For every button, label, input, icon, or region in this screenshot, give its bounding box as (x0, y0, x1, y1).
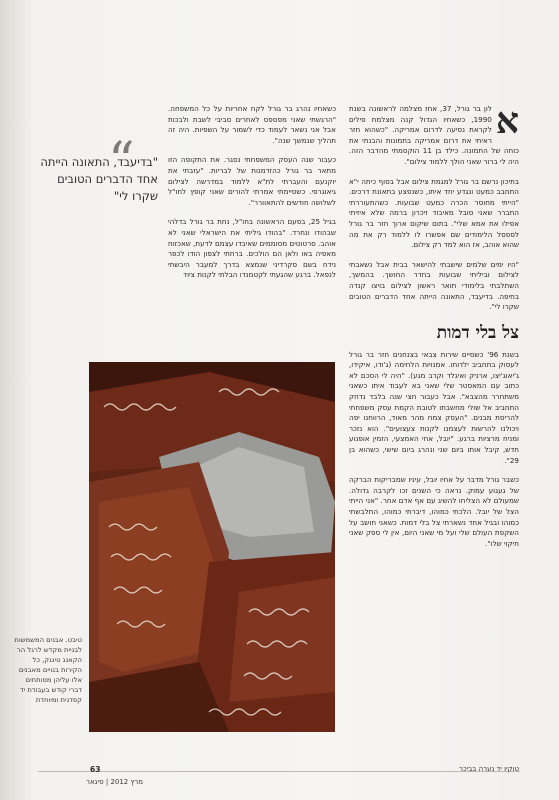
paragraph: כשאחיו נהרג בר גורל לקח אחריות על כל המשפחה. "הרגשתי שאני מפספס לאחרים סביבי לשבת ולבכות אבל אני נשאר לעמוד כדי לשמור על השפיות. היה זה תהליך שנמשך שנה". (168, 104, 336, 145)
paragraph: כשבר גורל מדבר על אחיו יובל, עיניו שמבריקות הברקה של געגוע עמוק. נראה כי השנים זכו לקרבה גדולה. שמעולם לא הצליחו להשיג עם אף אדם אחר. "אני הייתי הצל של יובל. הלכתי כמוהו, דיברתי כמוהו, התלבשתי כמוהו ובגיל אחד נשארתי צל בלי דמות. כשאני חושב על השקפת העולם שלי ועל מי שאני היום, אין לי ספק שאני חיקוי שלו". (349, 475, 519, 548)
quote-mark-icon: “ (108, 132, 135, 192)
pull-quote: "בדיעבד, התאונה הייתה אחד הדברים הטובים שקרו לי" (40, 155, 158, 203)
article-right-column (349, 100, 519, 558)
article-middle-column (168, 104, 336, 290)
photo-caption: טיבט. אבנים המשמשות לבניית מקדש לרגל הר הקאנג טינגק, כל הקירות בנויים מאבנים אלו עליהן מסותתים דברי קודש בעבודת יד קפדנית ומיוחדת (14, 636, 82, 704)
opening-text: לון בר גורל, 37, אחז מצלמה לראשונה בשנת 1990, כשאחיו הגדול קנה מצלמת פילים לקראת נסיעה לדרום אמריקה. "כשהוא חזר ראיתי את דרום אמריקה בתמונות והבנתי את כוחה של התמונה. כילד בן 11 הוקסמתי מהדבר הזה. היה לי ברור שאני הולך ללמוד צילום". (349, 104, 519, 166)
footer-issue: מרץ 2012 | סיגאר (86, 778, 143, 786)
footer-credit: טוקיו יד נערה בביכר (459, 765, 519, 773)
paragraph: כעבור שנה העסק המשפחתי נסגר. את התקופה הזו מתאר בר גורל כהזדמנות של לבריות. "עזבתי את יוקנעם והעברתי לת"א ללמוד במדרשה לצילום גיאוגרפי. כשסיימתי אמרתי להורים שאני קופץ לחו"ל לשלושה חודשים להתאוורר". (168, 155, 336, 207)
section-heading: צל בלי דמות (436, 322, 519, 343)
page-number: 63 (90, 765, 101, 774)
paragraph: בגיל 25, בפעם הראשונה בחו"ל, נחת בר גורל בדלהי שבהודו ונחרד. "בהודו גיליתי את הישראלי שאני לא אוהב. סרטוטים מסוממים שאיבדו עצמם לדעת, שאכזוח מאפיה באו ולאן הם הולכים. ברחתי לצפון הודו לכפר נידח בשם סקרדיני שנמצא בדרך למעבר היבשתי לנפאל. ברגע שהגעתי לקטמנדו הבלתי לקנות ציוד (168, 217, 336, 280)
footer-divider (38, 771, 520, 772)
paragraph: בשנת 96' כשסיים שירות צבאי בצנחנים חזר בר גורל לעסוק בתחביב ילדותו. אמנויות הלחימה (ג'ודו, איקידו, ג'יאוג'יצו, ארניק ואיגלד וקרב מגע). "היה לי הסכם לא כתוב עם המאסטר שלי שאני בא לעבוד איתו כשאני משתחרר מהצבא". אבל כעבור חצי שנה בלבד נדחק התחביב אל שולי מחשבתו לטובת הקמת עסק משפחתי להריסת מבנים. "העסק צמח מהר מאוד, הרווחנו יפה ויכולנו להרשות לעצמנו לקנות צעצועים". הוא נזכר ומניח מרציות ברגע. "יובל, אחי האמצעי, הזמין אופנוע חדש, קיבל אותו ביום שני ונהרג ביום שישי, כשהוא בן 29". (349, 349, 519, 465)
paragraph: "היו ימים שלמים שישבתי להישאר בבית אבל נשאבתי לצילום וביליתי שבועות בחדר החושך. בהמשך, השתלבתי בלימודי תואר ראשון לצילום בויצו קנדה בחיפה. בדיעבד, התאונה הייתה אחד הדברים הטובים שקרו לי". (349, 259, 519, 312)
drop-cap: א (495, 100, 519, 142)
tibet-stones-photo (89, 362, 335, 732)
paragraph: בתיכון נרשם בר גורל למגמת צילום אבל בסוף כיתה י"א התחבב כמעט ונגדע יחד איתו, כשנפצע בתאונת דרכים. "הייתי מחוסר הכרה כמעט שבועות. כשהתעוררתי התברר שאני סובל מאיבוד זיכרון ברמה שלא איזיתי אפילו את אמא שלי". בתום שיקום ארוך חזר בר גורל לספסל הלימודים שם אפשרו לו ללמוד רק את מה שהוא אוהב, אז הוא למד רק צילום. (349, 176, 519, 250)
opening-paragraph (349, 100, 519, 168)
